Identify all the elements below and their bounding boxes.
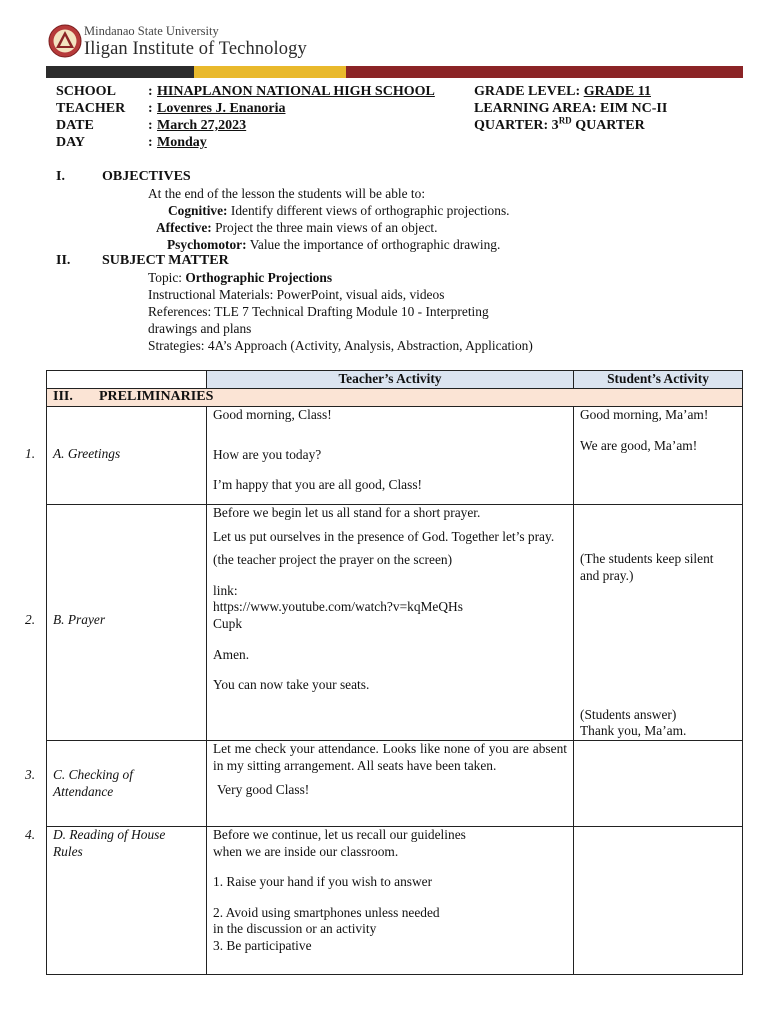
preliminaries-heading [47,389,743,407]
student-activity-header: Student’s Activity [574,371,743,389]
university-seal-icon [48,24,82,58]
topic-value: Orthographic Projections [185,270,333,285]
grade-value: GRADE 11 [583,84,651,99]
teacher-activity-cell [207,741,574,827]
objectives-heading: OBJECTIVES [102,169,191,184]
preliminaries-row [47,389,743,407]
subject-numeral: II. [56,253,71,268]
teacher-line: link: [213,582,238,598]
quarter-rest: QUARTER [571,118,645,133]
teacher-line: when we are inside our classroom. [213,843,399,859]
color-band-dark [46,66,194,78]
teacher-line: Let me check your attendance. Looks like none of you are absent in my sitting arrangement. All seats have been taken. [213,741,567,773]
topic-label: Topic: [148,270,186,285]
objective-affective [156,220,437,236]
subject-materials: Instructional Materials: PowerPoint, visual aids, videos [148,287,445,302]
table-row [47,505,743,741]
student-line: We are good, Ma’am! [580,437,698,453]
student-activity-cell [574,505,743,741]
teacher-activity-header: Teacher’s Activity [207,371,574,389]
table-header-row [47,371,743,389]
teacher-line: I’m happy that you are all good, Class! [213,477,422,493]
teacher-line: Good morning, Class! [213,407,332,422]
teacher-line: Before we begin let us all stand for a short prayer. [213,505,481,520]
row-label: A. Greetings [53,446,121,461]
objective-cognitive [168,203,510,219]
subject-heading: SUBJECT MATTER [102,253,229,268]
date-value: March 27,2023 [157,118,247,133]
student-activity-cell [574,741,743,827]
teacher-line: Before we continue, let us recall our guidelines [213,827,466,842]
student-activity-cell [574,407,743,505]
student-line: Good morning, Ma’am! [580,407,709,422]
table-row [47,741,743,827]
row-label: B. Prayer [53,612,106,627]
colon: : [148,84,153,99]
student-line: Thank you, Ma’am. [580,723,687,738]
teacher-line: Very good Class! [217,782,310,798]
color-band-maroon [346,66,743,78]
row-number: 3. [25,767,36,782]
quarter [474,115,645,134]
affective-text: Project the three main views of an object. [211,220,438,235]
teacher-activity-cell [207,407,574,505]
colon: : [148,101,153,116]
blank-header [47,371,207,389]
row-label-cell [25,407,207,505]
school-label: SCHOOL [56,84,116,99]
cognitive-label: Cognitive: [168,203,228,218]
row-label: D. Reading of House Rules [53,827,166,859]
subject-topic [148,270,332,286]
grade-label: GRADE LEVEL: [474,84,584,99]
psychomotor-label: Psychomotor: [167,237,247,252]
day-label: DAY [56,135,86,150]
teacher-line: You can now take your seats. [213,677,370,693]
row-number: 2. [25,612,36,627]
letterhead [46,22,746,80]
link-text: Cupk [213,615,243,631]
university-name: Mindanao State University [84,24,219,38]
quarter-label: QUARTER: 3 [474,118,559,133]
color-band-gold [194,66,346,78]
house-rule: 1. Raise your hand if you wish to answer [213,874,433,890]
teacher-line: How are you today? [213,446,322,462]
objectives-intro: At the end of the lesson the students will be able to: [148,186,426,201]
row-label-cell [25,505,207,741]
link-text: https://www.youtube.com/watch?v=kqMeQHs [213,599,463,615]
activity-table [25,370,743,975]
house-rule: 3. Be participative [213,937,312,953]
affective-label: Affective: [156,220,212,235]
student-line: (Students answer) [580,707,677,722]
objectives-numeral: I. [56,169,65,184]
row-label-cell [25,741,207,827]
table-row [47,827,743,975]
teacher-label: TEACHER [56,101,126,116]
student-activity-cell [574,827,743,975]
teacher-line: Let us put ourselves in the presence of God. Together let’s pray. [213,528,555,544]
row-label-cell [25,827,207,975]
teacher-activity-cell [207,505,574,741]
learning-area: LEARNING AREA: EIM NC-II [474,101,668,116]
teacher-line: Amen. [213,646,250,662]
objective-psychomotor [167,237,500,253]
row-number: 1. [25,446,36,461]
subject-strategies: Strategies: 4A’s Approach (Activity, Analysis, Abstraction, Application) [148,338,533,353]
cognitive-text: Identify different views of orthographic projections. [227,203,510,218]
institute-name: Iligan Institute of Technology [84,39,307,59]
psychomotor-text: Value the importance of orthographic drawing. [246,237,501,252]
teacher-value: Lovenres J. Enanoria [157,101,286,116]
row-number: 4. [25,827,36,842]
subject-references: References: TLE 7 Technical Drafting Module 10 - Interpreting [148,304,489,319]
house-rule: 2. Avoid using smartphones unless needed [213,904,440,920]
quarter-sup: RD [558,115,572,126]
section-title: PRELIMINARIES [99,389,214,404]
colon: : [148,135,153,150]
date-label: DATE [56,118,94,133]
teacher-activity-cell [207,827,574,975]
grade-level [474,84,651,100]
teacher-line: (the teacher project the prayer on the screen) [213,552,453,568]
house-rule: in the discussion or an activity [213,921,377,937]
table-row [47,407,743,505]
student-line: (The students keep silent and pray.) [580,551,714,583]
day-value: Monday [157,135,207,150]
row-label: C. Checking of Attendance [53,767,133,799]
school-value: HINAPLANON NATIONAL HIGH SCHOOL [157,84,435,99]
section-numeral: III. [53,389,73,404]
colon: : [148,118,153,133]
subject-references-cont: drawings and plans [148,321,252,336]
